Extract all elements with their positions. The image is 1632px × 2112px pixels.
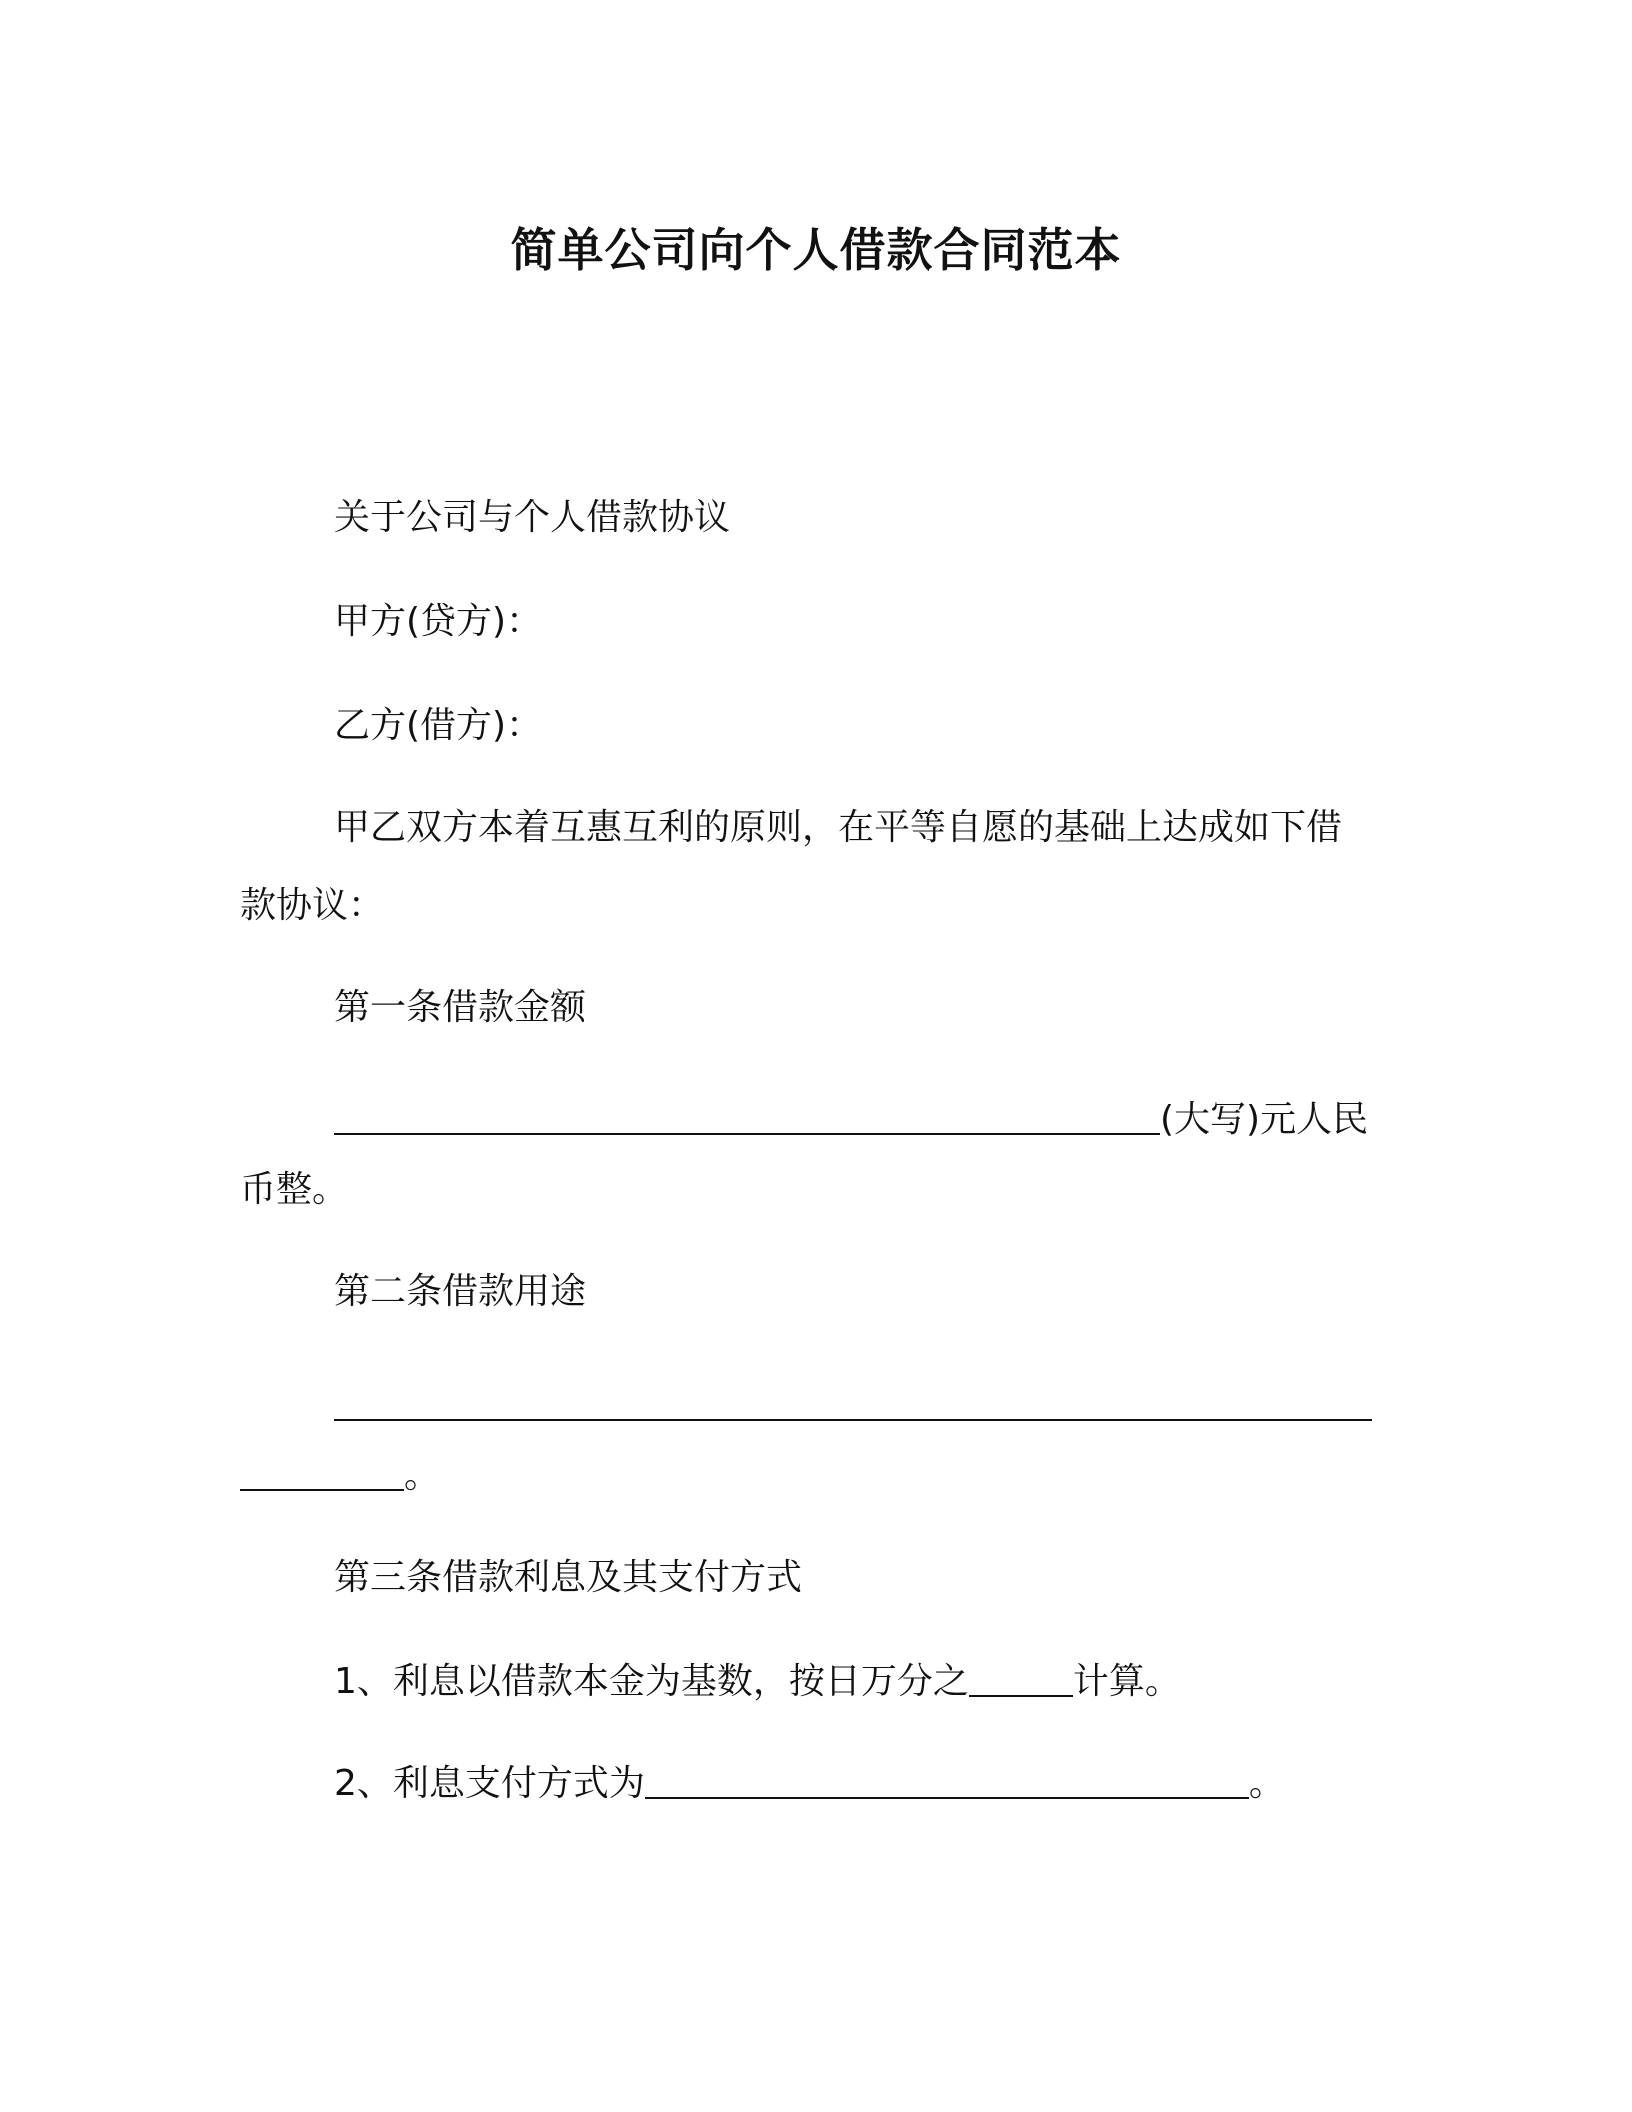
article-1-heading: 第一条借款金额 <box>334 987 587 1028</box>
article-1-amount-line <box>334 1096 1368 1144</box>
payment-method-suffix: 。 <box>1248 1763 1285 1804</box>
article-2-purpose-line <box>334 1382 1372 1430</box>
article-3-item-1 <box>334 1658 1181 1706</box>
article-3-heading: 第三条借款利息及其支付方式 <box>334 1557 803 1598</box>
interest-rate-prefix: 1、利息以借款本金为基数，按日万分之 <box>334 1661 969 1702</box>
document-title: 简单公司向个人借款合同范本 <box>510 223 1122 277</box>
article-2-heading: 第二条借款用途 <box>334 1271 587 1312</box>
amount-suffix: (大写)元人民 <box>1160 1099 1369 1140</box>
article-3-item-2 <box>334 1760 1285 1808</box>
payment-method-prefix: 2、利息支付方式为 <box>334 1763 645 1804</box>
article-1-line-2: 币整。 <box>240 1169 349 1210</box>
purpose-blank-1 <box>334 1387 1372 1421</box>
agreement-subtitle: 关于公司与个人借款协议 <box>334 497 731 538</box>
party-a-label: 甲方(贷方)： <box>334 601 543 642</box>
preamble-line-1: 甲乙双方本着互惠互利的原则，在平等自愿的基础上达成如下借 <box>334 807 1343 848</box>
payment-method-blank <box>645 1765 1249 1799</box>
amount-blank <box>334 1101 1160 1135</box>
article-2-purpose-line-2 <box>240 1452 440 1500</box>
purpose-end: 。 <box>404 1455 441 1496</box>
preamble-line-2: 款协议： <box>240 885 385 926</box>
interest-rate-blank <box>969 1663 1073 1697</box>
party-b-label: 乙方(借方)： <box>334 705 543 746</box>
purpose-blank-2 <box>240 1457 404 1491</box>
interest-rate-suffix: 计算。 <box>1072 1661 1181 1702</box>
